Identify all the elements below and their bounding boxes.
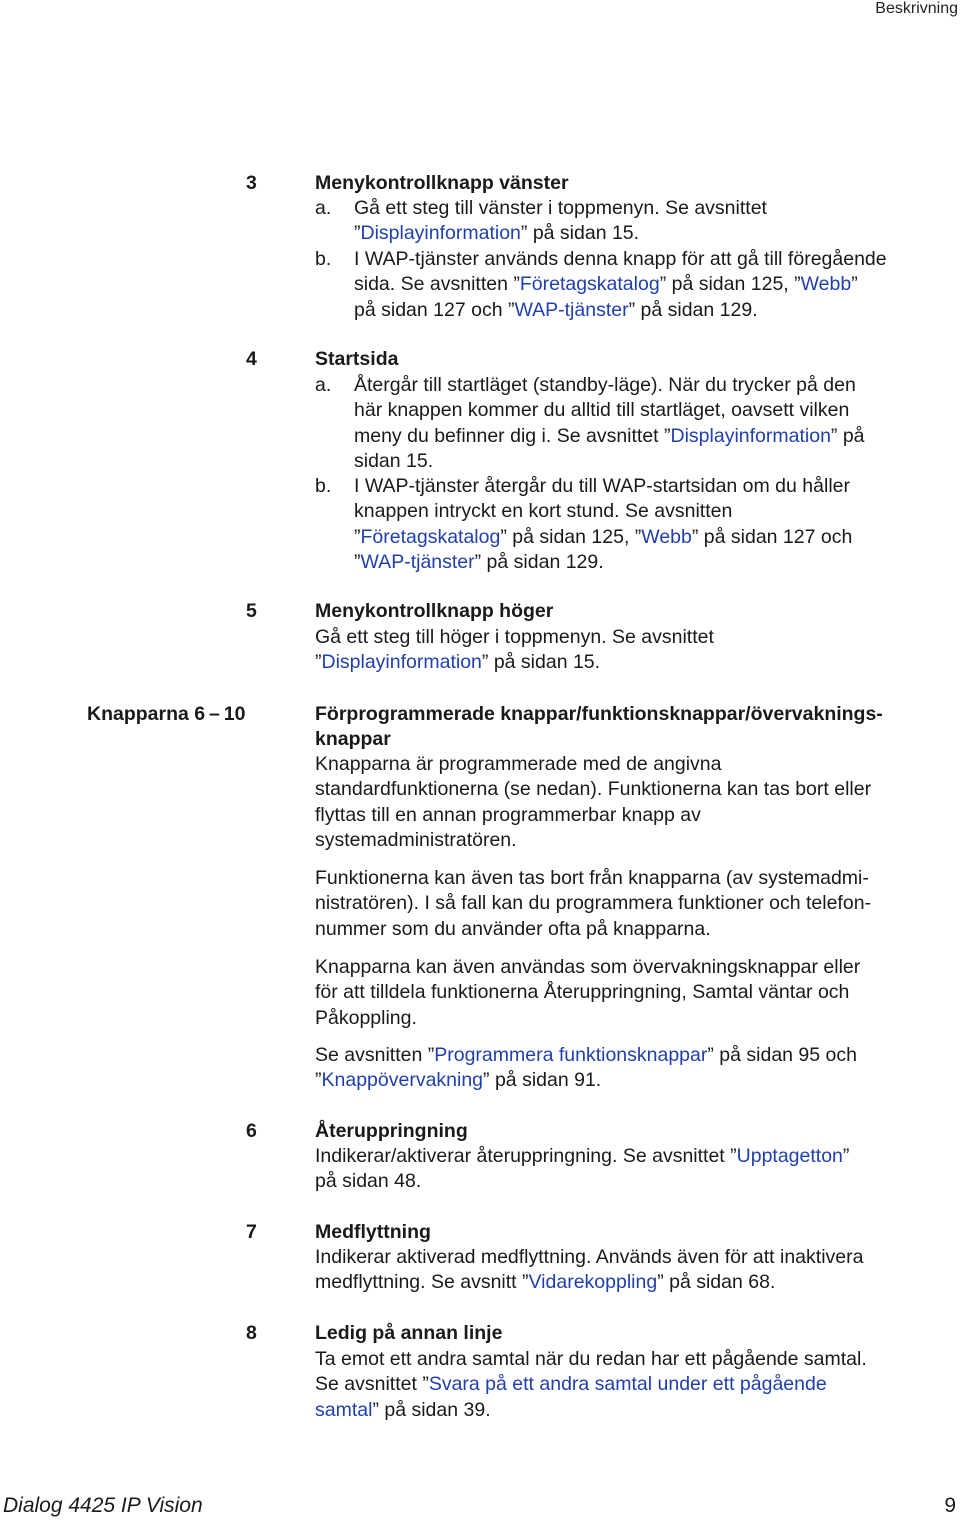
cross-reference-link[interactable]: WAP-tjänster: [514, 298, 629, 321]
item-number: 5: [246, 600, 257, 622]
item-paragraph: [354, 474, 960, 576]
text-line: Indikerar/aktiverar återuppringning. Se avsnittet ”Upptagetton”: [315, 1145, 850, 1167]
item-paragraph: [315, 1245, 960, 1296]
text-line: på sidan 48.: [315, 1170, 422, 1193]
text-line: knappen intryckt en kort stund. Se avsnitten: [354, 500, 733, 523]
cross-reference-link[interactable]: Webb: [641, 525, 692, 548]
text-line: ”Företagskatalog” på sidan 125, ”Webb” på sidan 127 och: [354, 525, 853, 548]
item-number: 3: [246, 172, 257, 194]
text-line: sidan 15.: [354, 450, 434, 473]
item-paragraph: [315, 1043, 960, 1094]
text-line: nistratören). I så fall kan du programmera funktioner och telefon-: [315, 892, 872, 915]
item-number: 7: [246, 1221, 257, 1243]
item-paragraph: [354, 247, 960, 323]
item-heading: Återuppringning: [315, 1120, 468, 1142]
item-number: 6: [246, 1120, 257, 1142]
page-number: 9: [944, 1494, 956, 1517]
item-paragraph: [315, 866, 960, 942]
list-letter: b.: [315, 475, 332, 497]
text-line: sida. Se avsnitten ”Företagskatalog” på sidan 125, ”Webb”: [354, 273, 858, 296]
text-line: Återgår till startläget (standby-läge). När du trycker på den: [354, 374, 856, 396]
text-line: flyttas till en annan programmerbar knapp av: [315, 803, 701, 826]
item-paragraph: [315, 1144, 960, 1195]
text-line: standardfunktionerna (se nedan). Funktionerna kan tas bort eller: [315, 778, 872, 801]
text-line: samtal” på sidan 39.: [315, 1398, 491, 1421]
cross-reference-link[interactable]: Displayinformation: [321, 651, 482, 674]
side-heading: Knapparna 6 – 10: [87, 703, 246, 725]
cross-reference-link[interactable]: Webb: [800, 273, 852, 296]
cross-reference-link[interactable]: Programmera funktionsknappar: [434, 1044, 708, 1066]
text-line: här knappen kommer du alltid till startläget, oavsett vilken: [354, 399, 850, 422]
text-line: nummer som du använder ofta på knapparna.: [315, 917, 711, 940]
text-line: Gå ett steg till vänster i toppmenyn. Se avsnittet: [354, 197, 767, 219]
text-line: ”Displayinformation” på sidan 15.: [354, 222, 640, 245]
list-letter: a.: [315, 374, 332, 396]
cross-reference-link[interactable]: samtal: [315, 1398, 373, 1421]
text-line: meny du befinner dig i. Se avsnittet ”Displayinformation” på: [354, 424, 865, 447]
text-line: Påkoppling.: [315, 1006, 417, 1029]
text-line: Knapparna kan även användas som övervakningsknappar eller: [315, 956, 861, 978]
section-heading: Förprogrammerade knappar/funktionsknappar/övervaknings- knappar: [315, 703, 883, 751]
text-line: Indikerar aktiverad medflyttning. Används även för att inaktivera: [315, 1246, 864, 1268]
item-heading: Startsida: [315, 348, 399, 370]
item-heading: Menykontrollknapp vänster: [315, 172, 569, 194]
cross-reference-link[interactable]: Svara på ett andra samtal under ett pågående: [428, 1373, 827, 1396]
text-line: ”Knappövervakning” på sidan 91.: [315, 1069, 602, 1092]
text-line: ”WAP-tjänster” på sidan 129.: [354, 551, 604, 574]
text-line: Ta emot ett andra samtal när du redan har ett pågående samtal.: [315, 1348, 867, 1370]
item-paragraph: [315, 625, 960, 676]
text-line: Se avsnitten ”Programmera funktionsknappar” på sidan 95 och: [315, 1044, 857, 1066]
item-heading: Menykontrollknapp höger: [315, 600, 554, 622]
text-line: på sidan 127 och ”WAP-tjänster” på sidan 129.: [354, 298, 758, 321]
text-line: Knapparna är programmerade med de angivna: [315, 753, 722, 775]
text-line: Funktionerna kan även tas bort från knapparna (av systemadmi-: [315, 867, 869, 889]
item-heading: Ledig på annan linje: [315, 1322, 503, 1344]
text-line: Gå ett steg till höger i toppmenyn. Se avsnittet: [315, 626, 714, 648]
text-line: medflyttning. Se avsnitt ”Vidarekoppling” på sidan 68.: [315, 1271, 776, 1294]
item-heading: Medflyttning: [315, 1221, 431, 1243]
text-line: I WAP-tjänster används denna knapp för att gå till föregående: [354, 248, 887, 270]
list-letter: a.: [315, 197, 332, 219]
list-letter: b.: [315, 248, 332, 270]
footer-product-name: Dialog 4425 IP Vision: [3, 1494, 203, 1517]
text-line: systemadministratören.: [315, 829, 517, 852]
cross-reference-link[interactable]: Företagskatalog: [519, 273, 660, 296]
item-paragraph: [315, 1347, 960, 1423]
cross-reference-link[interactable]: WAP-tjänster: [360, 551, 475, 574]
text-line: Se avsnittet ”Svara på ett andra samtal under ett pågående: [315, 1373, 827, 1396]
cross-reference-link[interactable]: Displayinformation: [360, 222, 521, 245]
item-paragraph: [315, 752, 960, 854]
item-paragraph: [354, 373, 960, 475]
item-number: 4: [246, 348, 257, 370]
cross-reference-link[interactable]: Knappövervakning: [321, 1069, 484, 1092]
text-line: för att tilldela funktionerna Återuppringning, Samtal väntar och: [315, 981, 850, 1004]
cross-reference-link[interactable]: Vidarekoppling: [528, 1271, 658, 1294]
item-paragraph: [315, 955, 960, 1031]
item-paragraph: [354, 196, 960, 247]
cross-reference-link[interactable]: Upptagetton: [736, 1145, 843, 1167]
item-number: 8: [246, 1322, 257, 1344]
cross-reference-link[interactable]: Företagskatalog: [360, 525, 501, 548]
section-header: Beskrivning: [875, 0, 958, 17]
text-line: ”Displayinformation” på sidan 15.: [315, 651, 601, 674]
text-line: I WAP-tjänster återgår du till WAP-startsidan om du håller: [354, 475, 850, 497]
cross-reference-link[interactable]: Displayinformation: [670, 424, 831, 447]
